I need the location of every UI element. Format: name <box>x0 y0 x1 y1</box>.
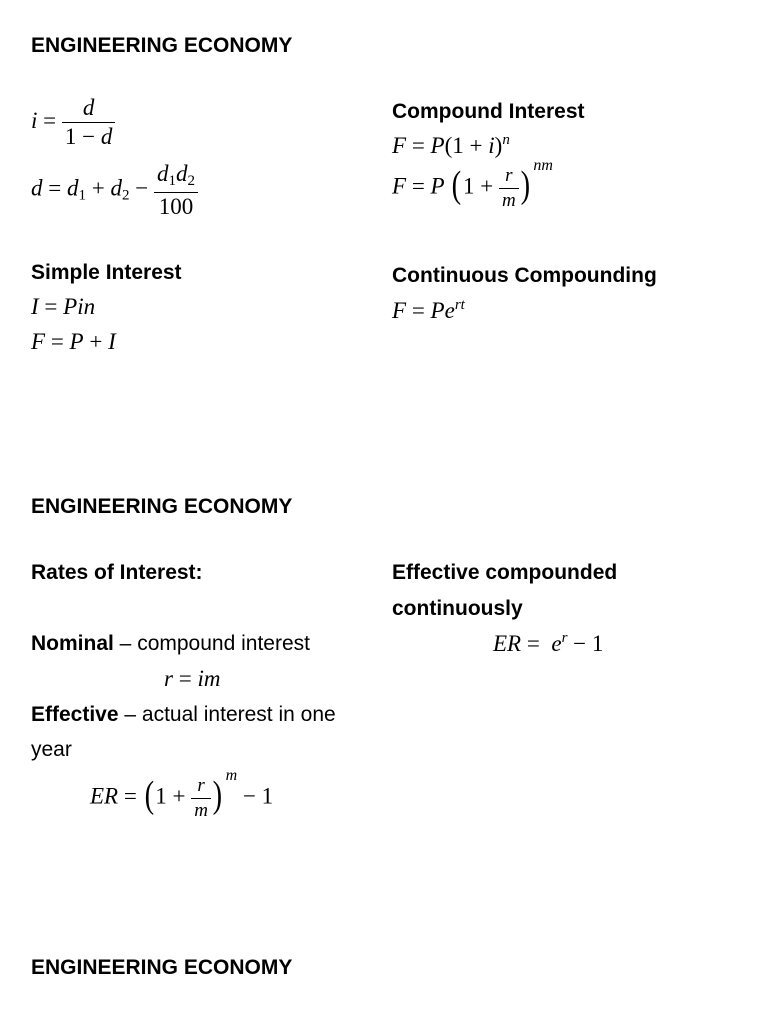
nominal-term: Nominal <box>31 632 114 655</box>
effective-description: – actual interest in one <box>118 703 336 726</box>
formula-continuous: $F = Pe^{rt}$ <box>392 297 465 323</box>
effective-term: Effective <box>31 703 119 726</box>
formula-nominal-rate: r = im <box>164 666 221 691</box>
compound-interest-heading: Compound Interest <box>392 100 585 123</box>
effective-definition-line2: year <box>31 738 72 761</box>
formula-compound: $F = P(1 + i)^n$ <box>392 132 510 158</box>
effective-compounded-heading-line2: continuously <box>392 597 523 620</box>
nominal-description: – compound interest <box>113 632 310 655</box>
formula-d-sum: $d = d_1 + d_2$ − $\frac{d_1d_2}{100}$ <box>31 162 198 219</box>
rates-of-interest-heading: Rates of Interest: <box>31 561 203 584</box>
effective-definition-line1 <box>31 703 336 727</box>
formula-er-continuous: ER = $e^r - 1$ <box>493 630 604 656</box>
page-title: ENGINEERING ECONOMY <box>31 34 293 57</box>
formula-compound-nominal: F = P (1 + $\frac{r}{m}$ ) $^{nm}$ <box>392 156 553 211</box>
section-title-3: ENGINEERING ECONOMY <box>31 956 293 979</box>
formula-er-effective: ER = (1 + $\frac{r}{m}$ ) $^m$ − 1 <box>90 766 274 821</box>
continuous-compounding-heading: Continuous Compounding <box>392 264 657 287</box>
formula-simple-interest: I = Pin <box>31 294 96 319</box>
formula-i-from-d: i = $\frac{d}{1 - d}$ <box>31 96 115 149</box>
formula-future-simple: F = P + I <box>31 329 116 354</box>
section-title-2: ENGINEERING ECONOMY <box>31 495 293 518</box>
nominal-definition <box>31 632 310 656</box>
effective-compounded-heading-line1: Effective compounded <box>392 561 618 584</box>
simple-interest-heading: Simple Interest <box>31 261 182 284</box>
